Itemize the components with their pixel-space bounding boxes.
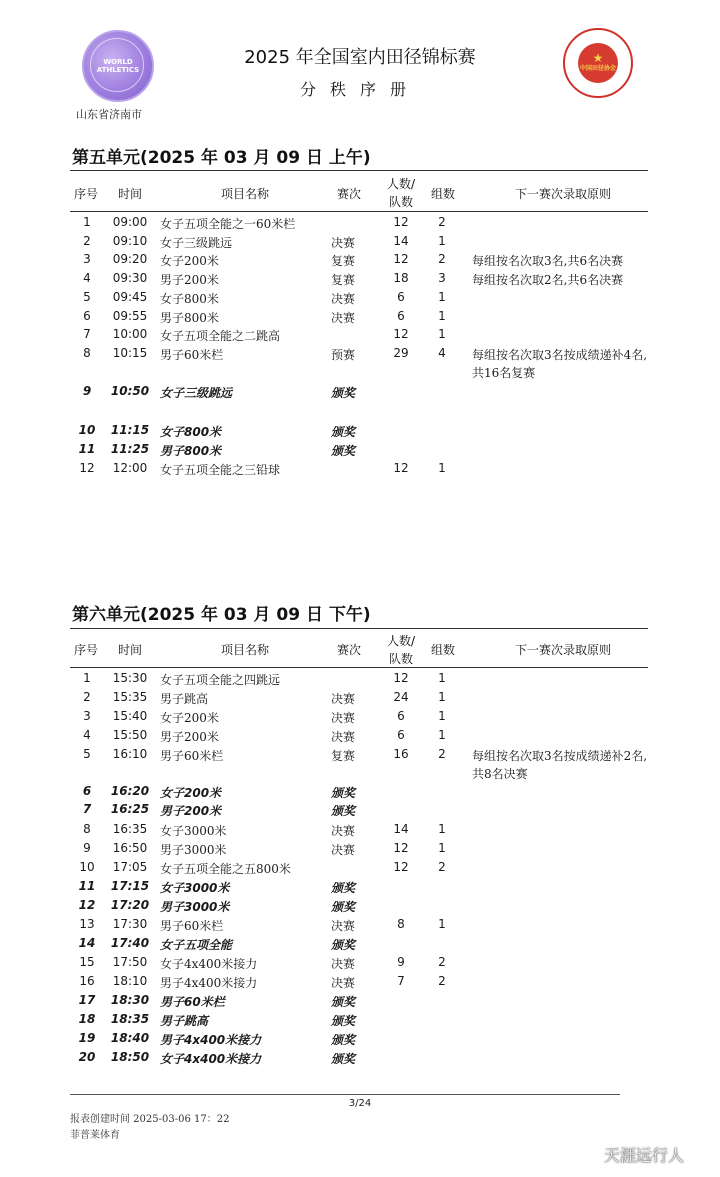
- row-count: 12: [393, 860, 409, 874]
- row-time: 09:00: [112, 215, 148, 229]
- row-round: 颁奖: [331, 881, 356, 895]
- row-event: 女子3000米: [160, 824, 227, 838]
- row-count: 7: [397, 974, 405, 988]
- section6-title: 第六单元(2025 年 03 月 09 日 下午): [72, 605, 371, 625]
- table-row: [0, 898, 720, 917]
- row-time: 18:10: [112, 974, 148, 988]
- row-groups: 1: [438, 709, 446, 723]
- row-round: 颁奖: [331, 786, 356, 800]
- footer-rule: [70, 1094, 620, 1095]
- table-row: [0, 327, 720, 346]
- table-row: [0, 271, 720, 290]
- table-row: [0, 1050, 720, 1069]
- row-time: 16:25: [110, 802, 150, 816]
- row-time: 17:50: [112, 955, 148, 969]
- row-round: 颁奖: [331, 386, 356, 400]
- row-count: 14: [393, 822, 409, 836]
- row-time: 10:50: [110, 384, 150, 398]
- row-round: 颁奖: [331, 1033, 356, 1047]
- table-row: [0, 423, 720, 442]
- row-time: 10:00: [112, 327, 148, 341]
- row-event: 男子跳高: [160, 692, 209, 706]
- row-groups: 1: [438, 671, 446, 685]
- row-groups: 1: [438, 234, 446, 248]
- row-event: 女子五项全能之四跳远: [160, 673, 281, 687]
- row-event: 男子3000米: [160, 843, 227, 857]
- row-number: 12: [79, 461, 95, 475]
- row-event: 男子60米栏: [160, 348, 224, 362]
- row-round: 复赛: [331, 749, 356, 763]
- row-count: 12: [393, 252, 409, 266]
- row-time: 09:20: [112, 252, 148, 266]
- row-event: 女子三级跳远: [160, 386, 233, 400]
- table-row: [0, 252, 720, 271]
- table-row: [0, 879, 720, 898]
- row-number: 10: [79, 860, 95, 874]
- row-count: 6: [397, 290, 405, 304]
- logo-right-text: 中国田径协会: [579, 65, 616, 72]
- col-groups: 组数: [430, 643, 455, 657]
- row-number: 15: [79, 955, 95, 969]
- table-rule: [70, 667, 648, 668]
- row-number: 9: [82, 384, 92, 398]
- row-count: 16: [393, 747, 409, 761]
- row-time: 16:20: [110, 784, 150, 798]
- row-event: 女子200米: [160, 254, 219, 268]
- row-number: 5: [83, 747, 91, 761]
- table-row: [0, 974, 720, 993]
- row-event: 女子五项全能之二跳高: [160, 329, 281, 343]
- table-row: [0, 215, 720, 234]
- row-number: 2: [83, 234, 91, 248]
- table-row: [0, 1012, 720, 1031]
- table-row: [0, 234, 720, 253]
- row-number: 14: [78, 936, 96, 950]
- row-time: 15:30: [112, 671, 148, 685]
- row-number: 11: [78, 442, 96, 456]
- row-number: 19: [78, 1031, 96, 1045]
- row-time: 16:10: [112, 747, 148, 761]
- row-count: 9: [397, 955, 405, 969]
- row-round: 复赛: [331, 254, 356, 268]
- section5-title: 第五单元(2025 年 03 月 09 日 上午): [72, 148, 371, 168]
- row-count: 12: [393, 461, 409, 475]
- company-name: 菲普莱体育: [70, 1130, 120, 1141]
- col-groups: 组数: [430, 187, 455, 201]
- row-time: 17:15: [110, 879, 150, 893]
- row-time: 15:50: [112, 728, 148, 742]
- row-groups: 2: [438, 215, 446, 229]
- row-time: 11:15: [110, 423, 150, 437]
- row-round: 颁奖: [331, 804, 356, 818]
- table-row: [0, 936, 720, 955]
- row-number: 2: [83, 690, 91, 704]
- col-round: 赛次: [336, 187, 361, 201]
- page-subtitle: 分秩序册: [299, 80, 420, 99]
- row-event: 男子200米: [160, 730, 219, 744]
- row-count: 8: [397, 917, 405, 931]
- row-count: 12: [393, 215, 409, 229]
- row-round: 决赛: [331, 919, 356, 933]
- row-groups: 1: [438, 461, 446, 475]
- row-round: 决赛: [331, 236, 356, 250]
- row-event: 女子三级跳远: [160, 236, 233, 250]
- row-round: 决赛: [331, 957, 356, 971]
- row-event: 男子200米: [160, 804, 222, 818]
- row-round: 预赛: [331, 348, 356, 362]
- row-groups: 1: [438, 822, 446, 836]
- table-row: [0, 860, 720, 879]
- row-time: 18:35: [110, 1012, 150, 1026]
- row-number: 6: [83, 309, 91, 323]
- row-number: 12: [78, 898, 96, 912]
- col-count-top: 人数/: [386, 177, 416, 191]
- table-row: [0, 784, 720, 803]
- row-time: 17:30: [112, 917, 148, 931]
- row-event: 女子3000米: [160, 881, 230, 895]
- col-count-top: 人数/: [386, 634, 416, 648]
- row-rule: 每组按名次取3名按成绩递补2名,共8名决赛: [472, 749, 648, 781]
- row-time: 09:45: [112, 290, 148, 304]
- row-number: 1: [83, 671, 91, 685]
- page-title: 2025 年全国室内田径锦标赛: [244, 47, 476, 68]
- table-row: [0, 802, 720, 821]
- row-number: 13: [79, 917, 95, 931]
- table-rule: [70, 170, 648, 171]
- row-number: 20: [78, 1050, 96, 1064]
- table-row: [0, 822, 720, 841]
- row-number: 11: [78, 879, 96, 893]
- page-number: 3/24: [348, 1098, 372, 1109]
- row-time: 16:35: [112, 822, 148, 836]
- table-row: [0, 461, 720, 480]
- col-no: 序号: [73, 187, 98, 201]
- table-row: [0, 993, 720, 1012]
- row-event: 男子60米栏: [160, 995, 225, 1009]
- row-groups: 4: [438, 346, 446, 360]
- col-rule: 下一赛次录取原则: [514, 643, 611, 657]
- row-count: 14: [393, 234, 409, 248]
- row-rule: 每组按名次取2名,共6名决赛: [472, 273, 624, 287]
- row-round: 颁奖: [331, 425, 356, 439]
- row-count: 12: [393, 327, 409, 341]
- row-number: 9: [83, 841, 91, 855]
- row-groups: 1: [438, 290, 446, 304]
- row-count: 12: [393, 671, 409, 685]
- row-round: 决赛: [331, 311, 356, 325]
- row-time: 17:40: [110, 936, 150, 950]
- row-time: 10:15: [112, 346, 148, 360]
- table-row: [0, 309, 720, 328]
- row-number: 17: [78, 993, 96, 1007]
- table-row: [0, 1031, 720, 1050]
- row-round: 颁奖: [331, 938, 356, 952]
- region-label: 山东省济南市: [76, 108, 142, 121]
- row-event: 女子200米: [160, 711, 219, 725]
- row-round: 决赛: [331, 976, 356, 990]
- row-number: 8: [83, 822, 91, 836]
- row-groups: 1: [438, 841, 446, 855]
- row-groups: 2: [438, 974, 446, 988]
- row-round: 决赛: [331, 824, 356, 838]
- row-time: 18:40: [110, 1031, 150, 1045]
- row-number: 6: [82, 784, 92, 798]
- row-event: 男子3000米: [160, 900, 230, 914]
- table-row: [0, 709, 720, 728]
- row-count: 6: [397, 728, 405, 742]
- row-time: 11:25: [110, 442, 150, 456]
- col-time: 时间: [117, 643, 142, 657]
- row-number: 7: [83, 327, 91, 341]
- logo-core: [578, 43, 618, 83]
- row-event: 女子五项全能: [160, 938, 233, 952]
- table-row: [0, 346, 720, 380]
- table-row: [0, 747, 720, 781]
- row-round: 复赛: [331, 273, 356, 287]
- row-groups: 1: [438, 309, 446, 323]
- row-number: 5: [83, 290, 91, 304]
- row-count: 6: [397, 309, 405, 323]
- table-row: [0, 728, 720, 747]
- row-groups: 1: [438, 327, 446, 341]
- row-time: 17:20: [110, 898, 150, 912]
- table-row: [0, 384, 720, 403]
- col-event: 项目名称: [220, 187, 269, 201]
- row-number: 4: [83, 728, 91, 742]
- row-number: 10: [78, 423, 96, 437]
- row-event: 男子4x400米接力: [160, 1033, 262, 1047]
- row-round: 颁奖: [331, 995, 356, 1009]
- row-groups: 1: [438, 728, 446, 742]
- row-groups: 2: [438, 747, 446, 761]
- row-event: 男子200米: [160, 273, 219, 287]
- row-event: 女子五项全能之三铅球: [160, 463, 281, 477]
- table-row: [0, 442, 720, 461]
- star-icon: ★: [592, 51, 604, 65]
- row-time: 15:40: [112, 709, 148, 723]
- row-time: 09:10: [112, 234, 148, 248]
- row-groups: 1: [438, 917, 446, 931]
- row-count: 18: [393, 271, 409, 285]
- table-row: [0, 690, 720, 709]
- row-event: 女子800米: [160, 292, 219, 306]
- row-time: 15:35: [112, 690, 148, 704]
- table-row: [0, 671, 720, 690]
- table-row: [0, 955, 720, 974]
- row-number: 16: [79, 974, 95, 988]
- row-rule: 每组按名次取3名按成绩递补4名,共16名复赛: [472, 348, 648, 380]
- table-rule: [70, 211, 648, 212]
- row-count: 6: [397, 709, 405, 723]
- row-event: 男子跳高: [160, 1014, 209, 1028]
- col-rule: 下一赛次录取原则: [514, 187, 611, 201]
- row-groups: 3: [438, 271, 446, 285]
- row-round: 决赛: [331, 711, 356, 725]
- col-event: 项目名称: [220, 643, 269, 657]
- row-event: 女子4x400米接力: [160, 1052, 262, 1066]
- row-number: 8: [83, 346, 91, 360]
- row-number: 1: [83, 215, 91, 229]
- row-count: 29: [393, 346, 409, 360]
- row-groups: 2: [438, 252, 446, 266]
- row-groups: 2: [438, 860, 446, 874]
- row-number: 3: [83, 252, 91, 266]
- row-time: 18:30: [110, 993, 150, 1007]
- row-event: 男子800米: [160, 311, 219, 325]
- row-number: 3: [83, 709, 91, 723]
- row-number: 7: [82, 802, 92, 816]
- row-event: 男子60米栏: [160, 919, 224, 933]
- table-row: [0, 290, 720, 309]
- table-rule: [70, 628, 648, 629]
- col-count-bottom: 队数: [388, 652, 413, 666]
- row-event: 男子800米: [160, 444, 222, 458]
- row-count: 12: [393, 841, 409, 855]
- row-event: 男子4x400米接力: [160, 976, 258, 990]
- row-event: 女子800米: [160, 425, 222, 439]
- row-round: 颁奖: [331, 900, 356, 914]
- row-round: 颁奖: [331, 444, 356, 458]
- row-time: 09:55: [112, 309, 148, 323]
- row-round: 决赛: [331, 730, 356, 744]
- row-round: 颁奖: [331, 1014, 356, 1028]
- row-event: 女子五项全能之一60米栏: [160, 217, 296, 231]
- row-event: 女子五项全能之五800米: [160, 862, 291, 876]
- logo-left-text: WORLD ATHLETICS: [96, 58, 140, 74]
- row-time: 18:50: [110, 1050, 150, 1064]
- row-time: 12:00: [112, 461, 148, 475]
- row-round: 决赛: [331, 292, 356, 306]
- row-rule: 每组按名次取3名,共6名决赛: [472, 254, 624, 268]
- row-count: 24: [393, 690, 409, 704]
- row-event: 男子60米栏: [160, 749, 224, 763]
- row-time: 16:50: [112, 841, 148, 855]
- col-no: 序号: [73, 643, 98, 657]
- row-groups: 2: [438, 955, 446, 969]
- row-time: 09:30: [112, 271, 148, 285]
- col-time: 时间: [117, 187, 142, 201]
- row-time: 17:05: [112, 860, 148, 874]
- table-row: [0, 917, 720, 936]
- row-round: 决赛: [331, 692, 356, 706]
- row-event: 女子200米: [160, 786, 222, 800]
- table-row: [0, 841, 720, 860]
- row-number: 18: [78, 1012, 96, 1026]
- row-number: 4: [83, 271, 91, 285]
- row-round: 决赛: [331, 843, 356, 857]
- col-count-bottom: 队数: [388, 195, 413, 209]
- watermark: 天涯远行人: [604, 1146, 685, 1165]
- chinese-athletics-association-logo: [563, 28, 633, 98]
- col-round: 赛次: [336, 643, 361, 657]
- row-event: 女子4x400米接力: [160, 957, 258, 971]
- report-created-time: 报表创建时间 2025-03-06 17：22: [70, 1114, 230, 1125]
- row-groups: 1: [438, 690, 446, 704]
- row-round: 颁奖: [331, 1052, 356, 1066]
